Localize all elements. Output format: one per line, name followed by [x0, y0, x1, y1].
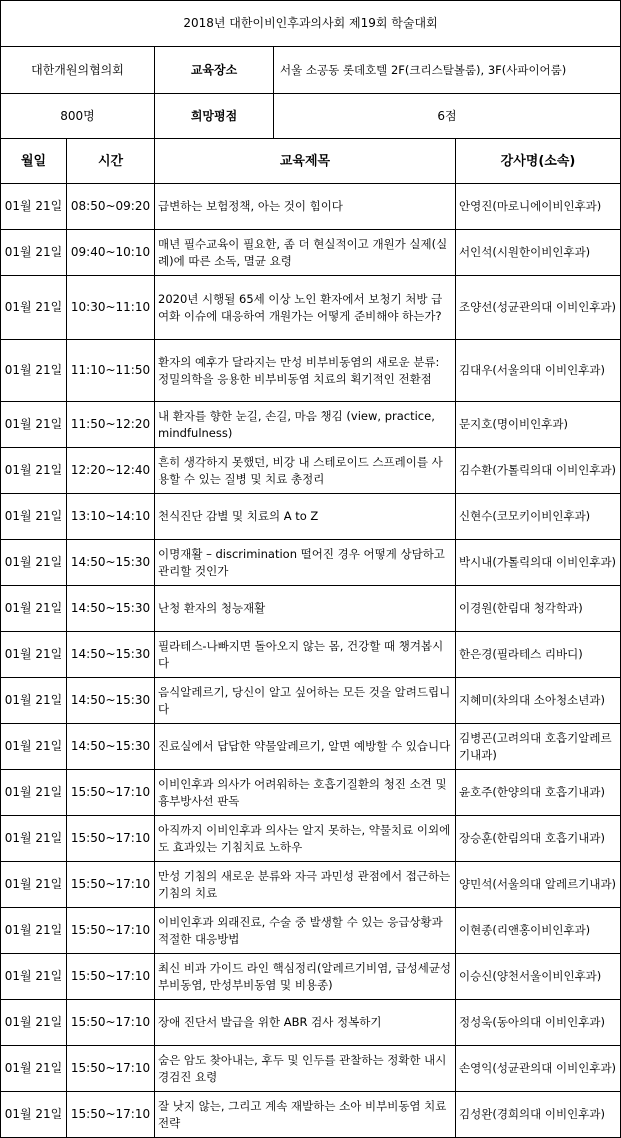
row-speaker: 조양선(성균관의대 이비인후과) — [456, 276, 621, 340]
row-time: 15:50~17:10 — [67, 770, 155, 816]
row-speaker: 양민석(서울의대 알레르기내과) — [456, 862, 621, 908]
header-date: 월일 — [1, 139, 67, 184]
row-date: 01월 21일 — [1, 770, 67, 816]
row-date: 01월 21일 — [1, 448, 67, 494]
row-time: 14:50~15:30 — [67, 632, 155, 678]
row-topic: 2020년 시행될 65세 이상 노인 환자에서 보청기 처방 급여화 이슈에 대응하여 개원가는 어떻게 준비해야 하는가? — [155, 276, 456, 340]
table-row — [1, 724, 621, 770]
info-row-location-split — [155, 47, 620, 93]
table-row — [1, 276, 621, 340]
row-time: 15:50~17:10 — [67, 954, 155, 1000]
row-speaker: 박시내(가톨릭의대 이비인후과) — [456, 540, 621, 586]
capacity-cell: 800명 — [1, 94, 155, 139]
table-body — [1, 1, 621, 1138]
info-row-points-group — [155, 94, 621, 139]
row-topic: 매년 필수교육이 필요한, 좀 더 현실적이고 개원가 실제(실례)에 따른 소독, 멸균 요령 — [155, 230, 456, 276]
row-speaker: 김대우(서울의대 이비인후과) — [456, 340, 621, 402]
row-date: 01월 21일 — [1, 540, 67, 586]
row-topic: 이비인후과 의사가 어려워하는 호흡기질환의 청진 소견 및 흉부방사선 판독 — [155, 770, 456, 816]
row-topic: 흔히 생각하지 못했던, 비강 내 스테로이드 스프레이를 사용할 수 있는 질병 및 치료 총정리 — [155, 448, 456, 494]
row-date: 01월 21일 — [1, 678, 67, 724]
info-row-location-group — [155, 47, 621, 94]
row-date: 01월 21일 — [1, 908, 67, 954]
table-row — [1, 954, 621, 1000]
row-time: 15:50~17:10 — [67, 1046, 155, 1092]
row-time: 15:50~17:10 — [67, 862, 155, 908]
row-time: 15:50~17:10 — [67, 816, 155, 862]
table-row — [1, 1046, 621, 1092]
organizer-cell: 대한개원의협의회 — [1, 47, 155, 94]
row-topic: 숨은 암도 찾아내는, 후두 및 인두를 관찰하는 정확한 내시경검진 요령 — [155, 1046, 456, 1092]
row-topic: 천식진단 감별 및 치료의 A to Z — [155, 494, 456, 540]
header-topic: 교육제목 — [155, 139, 456, 184]
row-topic: 필라테스-나빠지면 돌아오지 않는 몸, 건강할 때 챙겨봅시다 — [155, 632, 456, 678]
column-header-row — [1, 139, 621, 184]
table-row — [1, 540, 621, 586]
header-speaker: 강사명(소속) — [456, 139, 621, 184]
row-speaker: 이경원(한림대 청각학과) — [456, 586, 621, 632]
row-time: 15:50~17:10 — [67, 1092, 155, 1138]
location-label: 교육장소 — [155, 47, 274, 93]
title-row — [1, 1, 621, 47]
row-topic: 만성 기침의 새로운 분류와 자극 과민성 관점에서 접근하는 기침의 치료 — [155, 862, 456, 908]
row-topic: 환자의 예후가 달라지는 만성 비부비동염의 새로운 분류: 정밀의학을 응용한 비부비동염 치료의 획기적인 전환점 — [155, 340, 456, 402]
row-date: 01월 21일 — [1, 724, 67, 770]
row-speaker: 이승신(양천서울이비인후과) — [456, 954, 621, 1000]
row-speaker: 한은경(필라테스 리바디) — [456, 632, 621, 678]
row-date: 01월 21일 — [1, 402, 67, 448]
row-speaker: 서인석(시원한이비인후과) — [456, 230, 621, 276]
row-speaker: 이현종(리앤홍이비인후과) — [456, 908, 621, 954]
table-row — [1, 340, 621, 402]
row-date: 01월 21일 — [1, 954, 67, 1000]
row-speaker: 안영진(마로니에이비인후과) — [456, 184, 621, 230]
row-date: 01월 21일 — [1, 632, 67, 678]
table-row — [1, 586, 621, 632]
row-date: 01월 21일 — [1, 1046, 67, 1092]
row-speaker: 지혜미(차의대 소아청소년과) — [456, 678, 621, 724]
row-date: 01월 21일 — [1, 340, 67, 402]
table-row — [1, 678, 621, 724]
table-row — [1, 1000, 621, 1046]
table-row — [1, 862, 621, 908]
table-row — [1, 816, 621, 862]
row-topic: 이비인후과 외래진료, 수술 중 발생할 수 있는 응급상황과 적절한 대응방법 — [155, 908, 456, 954]
info-row-location — [1, 47, 621, 94]
row-date: 01월 21일 — [1, 184, 67, 230]
row-topic: 진료실에서 답답한 약물알레르기, 알면 예방할 수 있습니다 — [155, 724, 456, 770]
row-topic: 아직까지 이비인후과 의사는 알지 못하는, 약물치료 이외에도 효과있는 기침치료 노하우 — [155, 816, 456, 862]
info-row-points — [1, 94, 621, 139]
table-row — [1, 230, 621, 276]
table-row — [1, 184, 621, 230]
row-speaker: 신현수(코모키이비인후과) — [456, 494, 621, 540]
header-time: 시간 — [67, 139, 155, 184]
row-time: 08:50~09:20 — [67, 184, 155, 230]
row-speaker: 문지호(명이비인후과) — [456, 402, 621, 448]
table-row — [1, 448, 621, 494]
row-date: 01월 21일 — [1, 276, 67, 340]
row-topic: 장애 진단서 발급을 위한 ABR 검사 정복하기 — [155, 1000, 456, 1046]
row-time: 09:40~10:10 — [67, 230, 155, 276]
row-topic: 음식알레르기, 당신이 알고 싶어하는 모든 것을 알려드립니다 — [155, 678, 456, 724]
table-row — [1, 908, 621, 954]
table-row — [1, 770, 621, 816]
row-time: 14:50~15:30 — [67, 586, 155, 632]
row-speaker: 김성완(경희의대 이비인후과) — [456, 1092, 621, 1138]
row-time: 14:50~15:30 — [67, 678, 155, 724]
row-time: 13:10~14:10 — [67, 494, 155, 540]
row-time: 11:10~11:50 — [67, 340, 155, 402]
row-speaker: 장승훈(한림의대 호흡기내과) — [456, 816, 621, 862]
row-topic: 이명재활 – discrimination 떨어진 경우 어떻게 상담하고 관리할 것인가 — [155, 540, 456, 586]
row-date: 01월 21일 — [1, 1092, 67, 1138]
row-time: 15:50~17:10 — [67, 908, 155, 954]
row-topic: 최신 비과 가이드 라인 핵심정리(알레르기비염, 급성세균성 부비동염, 만성부비동염 및 비용종) — [155, 954, 456, 1000]
row-time: 15:50~17:10 — [67, 1000, 155, 1046]
row-speaker: 손영익(성균관의대 이비인후과) — [456, 1046, 621, 1092]
row-speaker: 윤호주(한양의대 호흡기내과) — [456, 770, 621, 816]
table-row — [1, 494, 621, 540]
row-time: 11:50~12:20 — [67, 402, 155, 448]
table-row — [1, 402, 621, 448]
row-date: 01월 21일 — [1, 586, 67, 632]
points-value: 6점 — [437, 108, 457, 123]
row-speaker: 김수환(가톨릭의대 이비인후과) — [456, 448, 621, 494]
row-topic: 급변하는 보험정책, 아는 것이 힘이다 — [155, 184, 456, 230]
row-speaker: 정성욱(동아의대 이비인후과) — [456, 1000, 621, 1046]
row-topic: 난청 환자의 청능재활 — [155, 586, 456, 632]
row-speaker: 김병곤(고려의대 호흡기알레르기내과) — [456, 724, 621, 770]
row-date: 01월 21일 — [1, 862, 67, 908]
row-time: 12:20~12:40 — [67, 448, 155, 494]
table-row — [1, 632, 621, 678]
table-row — [1, 1092, 621, 1138]
document-title: 2018년 대한이비인후과의사회 제19회 학술대회 — [1, 1, 621, 47]
row-date: 01월 21일 — [1, 230, 67, 276]
row-date: 01월 21일 — [1, 816, 67, 862]
location-value: 서울 소공동 롯데호텔 2F(크리스탈볼룸), 3F(사파이어룸) — [280, 62, 567, 77]
points-label: 희망평점 — [155, 94, 274, 138]
row-topic: 잘 낫지 않는, 그리고 계속 재발하는 소아 비부비동염 치료 전략 — [155, 1092, 456, 1138]
row-date: 01월 21일 — [1, 494, 67, 540]
row-time: 10:30~11:10 — [67, 276, 155, 340]
row-date: 01월 21일 — [1, 1000, 67, 1046]
row-time: 14:50~15:30 — [67, 724, 155, 770]
row-time: 14:50~15:30 — [67, 540, 155, 586]
info-row-points-split — [155, 94, 620, 138]
row-topic: 내 환자를 향한 눈길, 손길, 마음 챙김 (view, practice, mindfulness) — [155, 402, 456, 448]
